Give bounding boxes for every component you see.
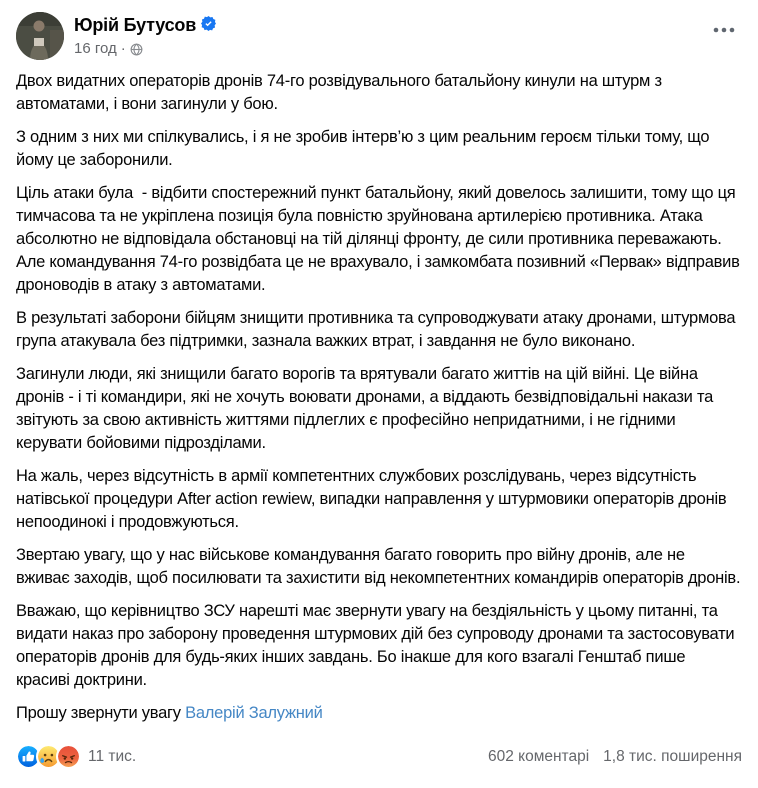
reactions-count: 11 тис. <box>88 747 137 765</box>
comments-count[interactable]: 602 коментарі <box>487 747 590 765</box>
author-name[interactable]: Юрій Бутусов <box>74 14 197 35</box>
more-options-button[interactable] <box>706 12 742 46</box>
avatar-photo <box>16 12 64 60</box>
privacy-globe-icon <box>130 43 143 56</box>
angry-reaction-icon <box>56 744 81 769</box>
verified-badge-icon <box>201 16 216 36</box>
post-paragraph: З одним з них ми спілкувались, і я не зробив інтерв’ю з цим реальним героєм тільки тому, що йому це заборонили. <box>16 128 714 169</box>
post-paragraph: Загинули люди, які знищили багато ворогів та врятували багато життів на цій війні. Це війна дронів - і ті командири, які не хочуть воювати дронами, а віддають безвідповідальні накази та звітують за свою активність життями підлеглих є професійно непридатними, і не гідними керувати бойовими підрозділами. <box>16 365 718 452</box>
post-header <box>0 0 758 62</box>
post-paragraph: Вважаю, що керівництво ЗСУ нарешті має звернути увагу на бездіяльність у цьому питанні, та видати наказ про заборону проведення штурмових дій без супроводу дронами та застосовувати операторів дронів для будь-яких інших завдань. Бо інакше для кого взагалі Генштаб пише красиві доктрини. <box>16 602 739 689</box>
meta-separator: · <box>120 40 126 57</box>
avatar[interactable] <box>16 12 64 60</box>
mention-link[interactable]: Валерій Залужний <box>185 704 323 722</box>
reactions-summary[interactable] <box>16 744 136 769</box>
ellipsis-icon <box>712 25 736 35</box>
post-paragraph: Ціль атаки була - відбити спостережний пункт батальйону, який довелось залишити, тому що ця тимчасова та не укріплена позиція була повністю зруйнована артилерією противника. Атака абсолютно не відповідала обстановці на тій ділянці фронту, де сили противника переважають. Але командування 74-го розвідбата це не врахувало, і замкомбата позивний «Первак» відправив дроноводів в атаку з автоматами. <box>16 184 745 294</box>
header-meta <box>74 12 216 57</box>
post-paragraph: Двох видатних операторів дронів 74-го розвідувального батальйону кинули на штурм з автоматами, і вони загинули у бою. <box>16 72 667 113</box>
post-paragraph: Звертаю увагу, що у нас військове командування багато говорить про війну дронів, але не вживає заходів, щоб посилювати та захистити від некомпетентних командирів операторів дронів. <box>16 546 741 587</box>
post-timestamp[interactable]: 16 год <box>74 40 117 57</box>
footer-counts <box>488 748 742 766</box>
post-closing-line <box>16 702 742 725</box>
post-paragraph: На жаль, через відсутність в армії компетентних службових розслідувань, через відсутність натівської процедури After action rewiew, випадки направлення у штурмовики операторів дронів непоодинокі і продовжуються. <box>16 467 731 531</box>
post-body <box>0 62 758 725</box>
post-paragraph: В результаті заборони бійцям знищити противника та супроводжувати атаку дронами, штурмова група атакувала без підтримки, зазнала важких втрат, і завдання не було виконано. <box>16 309 740 350</box>
shares-count[interactable]: 1,8 тис. поширення <box>603 747 742 765</box>
post-footer <box>0 735 758 779</box>
closing-text: Прошу звернути увагу <box>16 704 186 722</box>
